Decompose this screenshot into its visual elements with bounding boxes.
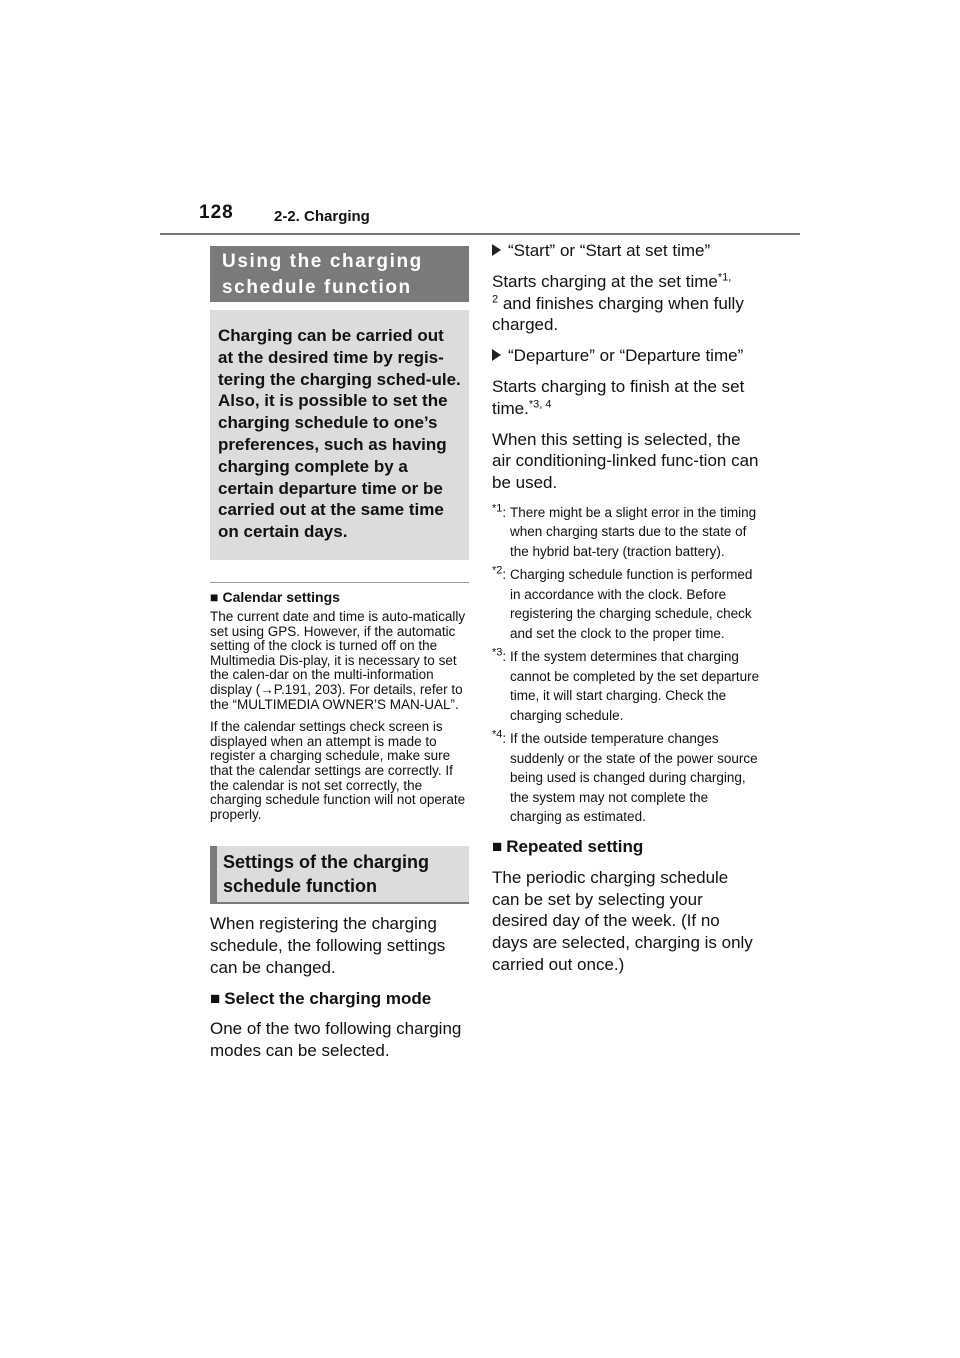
option-departure-text: Starts charging to finish at the set time.	[492, 376, 745, 418]
repeated-setting-label: Repeated setting	[506, 836, 644, 856]
footnote-ref: 2	[492, 292, 499, 305]
footnote-text: If the system determines that charging cannot be completed by the set departure time, it will start charging. Check the charging schedule.	[510, 649, 760, 723]
settings-intro: When registering the charging schedule, the following settings can be changed.	[210, 914, 446, 977]
option-start-description	[492, 271, 760, 336]
footnote: $^{*4}$: If the outside temperature changes suddenly or the state of the power source being used is changed during charging, the system may not complete the charging as estimated.	[492, 728, 758, 825]
footnote-ref: *1,	[717, 271, 732, 284]
using-schedule-heading: Using the charging schedule function	[210, 246, 469, 302]
page-number: 128	[199, 202, 234, 223]
option-start-text-cont: and finishes charging when fully charged.	[492, 293, 744, 335]
footnote-mark: *2	[492, 564, 503, 577]
square-bullet-icon: ■	[210, 988, 221, 1008]
divider	[210, 582, 469, 583]
calendar-paragraph-1: The current date and time is auto-matically set using GPS. However, if the automatic setting of the clock is turned off on the Multimedia Dis-play, it is necessary to set the calen-dar on the multi-information display (→P.191, 203). For details, refer to the “MULTIMEDIA OWNER’S MAN-UAL”.	[210, 608, 466, 712]
footnote-mark: *3	[492, 646, 503, 659]
square-bullet-icon: ■	[210, 588, 219, 605]
calendar-settings-label: Calendar settings	[222, 588, 340, 605]
footnote-mark: *1	[492, 502, 503, 515]
triangle-bullet-icon	[492, 244, 501, 256]
footnote: $^{*2}$: Charging schedule function is performed in accordance with the clock. Before registering the charging schedule, check and set the clock to the proper time.	[492, 564, 753, 641]
right-column	[492, 240, 760, 976]
header-rule	[160, 233, 800, 235]
option-start-label: “Start” or “Start at set time”	[508, 241, 711, 260]
charging-mode-label: Select the charging mode	[224, 988, 432, 1008]
footnote-text: There might be a slight error in the timing when charging starts due to the state of the hybrid bat-tery (traction battery).	[510, 504, 757, 559]
footnote-text: If the outside temperature changes suddenly or the state of the power source being used is changed during charging, the system may not complete the charging as estimated.	[510, 731, 758, 825]
option-departure	[492, 345, 760, 367]
left-column	[210, 246, 469, 1062]
option-start-text: Starts charging at the set time	[492, 271, 718, 291]
settings-heading: Settings of the charging schedule function	[210, 846, 469, 904]
option-start	[492, 240, 760, 262]
triangle-bullet-icon	[492, 349, 501, 361]
option-departure-label: “Departure” or “Departure time”	[508, 346, 744, 366]
intro-box: Charging can be carried out at the desired time by regis-tering the charging sched-ule. Also, it is possible to set the charging schedule to one’s preferences, such as having charging complete by a certain departure time or be carried out at the same time on certain days.	[210, 310, 469, 560]
option-departure-note: When this setting is selected, the air conditioning-linked func-tion can be used.	[492, 429, 759, 493]
option-departure-description	[492, 376, 760, 420]
footnote-mark: *4	[492, 728, 503, 741]
section-title: 2-2. Charging	[274, 208, 370, 225]
footnote-ref: *3, 4	[528, 398, 552, 411]
repeated-setting-text: The periodic charging schedule can be set by selecting your desired day of the week. (If no days are selected, charging is only carried out once.)	[492, 867, 753, 974]
charging-mode-heading	[210, 988, 469, 1010]
footnotes	[492, 503, 760, 827]
charging-mode-text: One of the two following charging modes can be selected.	[210, 1019, 462, 1061]
footnote: $^{*3}$: If the system determines that charging cannot be completed by the set departure time, it will start charging. Check the charging schedule.	[492, 646, 760, 723]
footnote-text: Charging schedule function is performed in accordance with the clock. Before registering the charging schedule, check and set the clock to the proper time.	[510, 567, 753, 641]
square-bullet-icon: ■	[492, 836, 503, 856]
calendar-settings-heading	[210, 589, 469, 606]
footnote: $^{*1}$: There might be a slight error in the timing when charging starts due to the state of the hybrid bat-tery (traction battery).	[492, 502, 757, 559]
repeated-setting-heading	[492, 836, 760, 858]
calendar-paragraph-2: If the calendar settings check screen is displayed when an attempt is made to register a charging schedule, make sure that the calendar settings are correctly. If the calendar is not set correctly, the charging schedule function will not operate properly.	[210, 719, 466, 822]
